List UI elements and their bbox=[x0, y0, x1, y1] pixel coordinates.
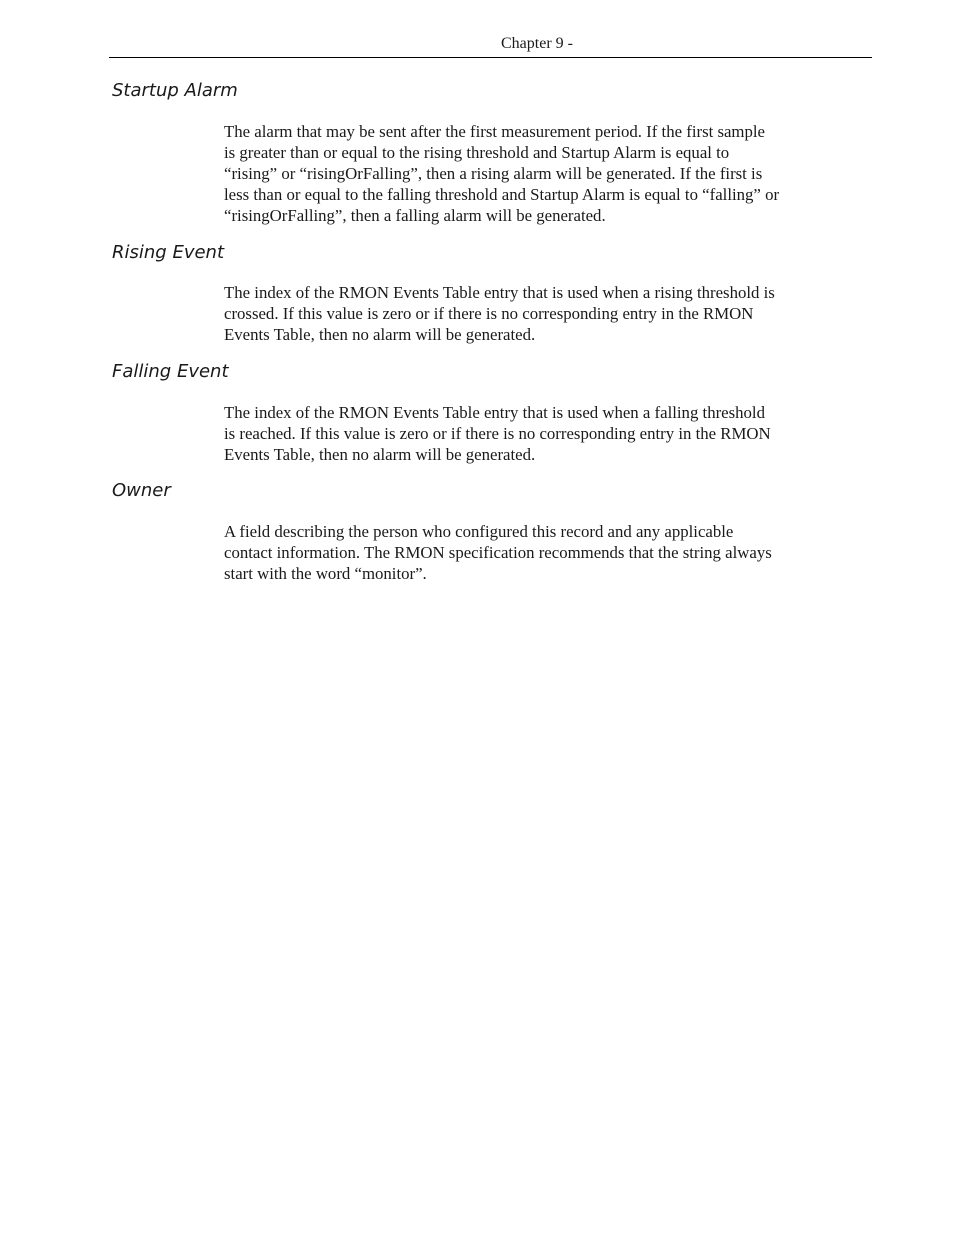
page-header bbox=[109, 34, 872, 58]
section-heading-owner: Owner bbox=[112, 480, 171, 501]
body-line: crossed. If this value is zero or if there is no corresponding entry in the RMON bbox=[224, 304, 754, 323]
body-line: Events Table, then no alarm will be generated. bbox=[224, 445, 536, 464]
body-line: contact information. The RMON specification recommends that the string always bbox=[224, 543, 772, 562]
body-line: The alarm that may be sent after the first measurement period. If the first sample bbox=[224, 122, 765, 141]
section-heading-falling-event: Falling Event bbox=[112, 361, 229, 382]
body-line: start with the word “monitor”. bbox=[224, 564, 427, 583]
body-line: less than or equal to the falling threshold and Startup Alarm is equal to “falling” or bbox=[224, 185, 780, 204]
body-line: The index of the RMON Events Table entry that is used when a rising threshold is bbox=[224, 283, 775, 302]
body-line: Events Table, then no alarm will be generated. bbox=[224, 325, 536, 344]
section-body-startup-alarm bbox=[224, 121, 876, 226]
section-body-owner bbox=[224, 521, 876, 584]
body-line: “rising” or “risingOrFalling”, then a rising alarm will be generated. If the first is bbox=[224, 164, 763, 183]
section-body-rising-event bbox=[224, 282, 876, 345]
body-line: A field describing the person who configured this record and any applicable bbox=[224, 522, 734, 541]
section-heading-startup-alarm: Startup Alarm bbox=[112, 80, 238, 101]
body-line: is greater than or equal to the rising threshold and Startup Alarm is equal to bbox=[224, 143, 730, 162]
body-line: is reached. If this value is zero or if there is no corresponding entry in the RMON bbox=[224, 424, 771, 443]
chapter-title: Chapter 9 - bbox=[501, 35, 573, 52]
section-heading-rising-event: Rising Event bbox=[112, 242, 225, 263]
body-line: “risingOrFalling”, then a falling alarm will be generated. bbox=[224, 206, 606, 225]
body-line: The index of the RMON Events Table entry that is used when a falling threshold bbox=[224, 403, 765, 422]
section-body-falling-event bbox=[224, 402, 876, 465]
